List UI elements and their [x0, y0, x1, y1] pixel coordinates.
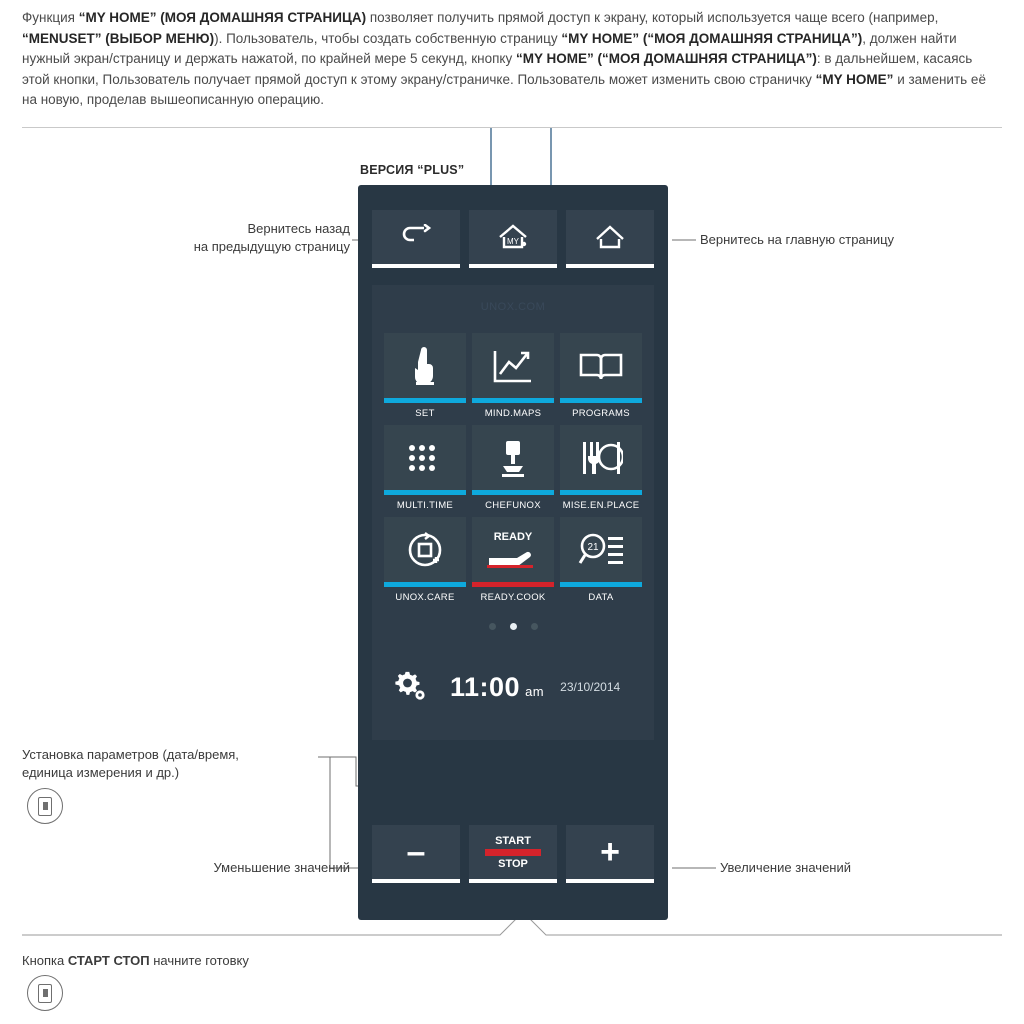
grid-item-unox-care[interactable]	[384, 517, 466, 603]
callout-home: Вернитесь на главную страницу	[700, 232, 895, 247]
callout-back-line1: Вернитесь назад	[247, 221, 350, 236]
clock-time: 11:00 am	[450, 671, 545, 702]
my-home-icon	[495, 222, 531, 252]
page-dots[interactable]	[372, 623, 654, 630]
home-icon	[592, 223, 628, 251]
callout-start-stop	[22, 952, 442, 970]
grid-item-mind-maps[interactable]	[472, 333, 554, 419]
grid-item-ready-cook[interactable]	[472, 517, 554, 603]
programs-label: PROGRAMS	[572, 408, 630, 419]
svg-text:21: 21	[587, 541, 599, 553]
data-search-icon	[577, 531, 625, 569]
back-button[interactable]	[372, 210, 460, 268]
increase-button[interactable]	[566, 825, 654, 883]
app-grid	[384, 333, 642, 603]
ready-cook-tile[interactable]	[472, 517, 554, 587]
data-tile[interactable]	[560, 517, 642, 587]
callout-start-stop-post: начните готовку	[149, 953, 249, 968]
unox-care-tile[interactable]	[384, 517, 466, 587]
manual-icon	[38, 984, 52, 1003]
set-label: SET	[415, 408, 435, 419]
my-home-button[interactable]	[469, 210, 557, 268]
callout-increase: Увеличение значений	[720, 860, 852, 875]
manual-icon	[38, 797, 52, 816]
callout-settings-line2: единица измерения и др.)	[22, 765, 180, 780]
svg-text:READY: READY	[493, 530, 533, 543]
note-icon-settings	[27, 788, 63, 824]
mind-maps-label: MIND.MAPS	[484, 408, 542, 419]
grid-item-chefunox[interactable]	[472, 425, 554, 511]
chef-probe-icon	[496, 438, 530, 478]
clock-date: 23/10/2014	[560, 680, 621, 694]
svg-text:MY: MY	[507, 237, 519, 246]
intro-paragraph	[22, 8, 1002, 111]
mise-en-place-tile[interactable]	[560, 425, 642, 495]
page-dot[interactable]	[531, 623, 538, 630]
data-label: DATA	[588, 592, 614, 603]
callout-decrease: Уменьшение значений	[213, 860, 350, 875]
dots-grid-icon	[403, 441, 447, 475]
cutlery-icon	[579, 439, 623, 477]
callout-back-line2: на предыдущую страницу	[193, 239, 350, 254]
intro-divider	[22, 127, 1002, 128]
book-icon	[577, 349, 625, 383]
clock-ampm: am	[525, 683, 545, 699]
set-tile[interactable]	[384, 333, 466, 403]
minus-label: –	[406, 833, 426, 871]
callout-settings-line1: Установка параметров (дата/время,	[22, 747, 239, 762]
gear-icon	[394, 669, 426, 701]
ready-hand-icon	[483, 528, 543, 572]
control-row	[372, 825, 654, 883]
mise-en-place-label: MISE.EN.PLACE	[562, 500, 640, 511]
unox-care-label: UNOX.CARE	[395, 592, 455, 603]
chefunox-label: CHEFUNOX	[485, 500, 541, 511]
start-stop-button[interactable]	[469, 825, 557, 883]
stop-label: STOP	[498, 857, 528, 870]
chefunox-tile[interactable]	[472, 425, 554, 495]
grid-item-data[interactable]	[560, 517, 642, 603]
nav-row	[372, 210, 654, 268]
ready-cook-label: READY.COOK	[480, 592, 546, 603]
note-icon-start-stop	[27, 975, 63, 1011]
programs-tile[interactable]	[560, 333, 642, 403]
grid-item-set[interactable]	[384, 333, 466, 419]
callout-start-stop-pre: Кнопка	[22, 953, 68, 968]
status-bar	[372, 657, 654, 717]
control-panel	[358, 185, 668, 920]
hand-touch-icon	[408, 346, 442, 386]
multi-time-label: MULTI.TIME	[396, 500, 454, 511]
grid-item-mise-en-place[interactable]	[560, 425, 642, 511]
screen	[372, 285, 654, 740]
intro-text: Функция “MY HOME” (МОЯ ДОМАШНЯЯ СТРАНИЦА) позволяет получить прямой доступ к экрану, который используется чаще всего (например, “MENUSET” (ВЫБОР МЕНЮ)). Пользователь, чтобы создать собственную страницу “MY HOME” (“МОЯ ДОМАШНЯЯ СТРАНИЦА”), должен найти нужный экран/страницу и держать нажатой, по крайней мере 5 секунд, кнопку “MY HOME” (“МОЯ ДОМАШНЯЯ СТРАНИЦА”): в дальнейшем, касаясь этой кнопки, Пользователь получает прямой доступ к этому экрану/страничке. Пользователь может изменить свою страничку “MY HOME” и заменить её на новую, проделав вышеописанную операцию.	[22, 10, 986, 107]
home-button[interactable]	[566, 210, 654, 268]
callout-start-stop-bold: СТАРТ СТОП	[67, 953, 150, 968]
decrease-button[interactable]	[372, 825, 460, 883]
mind-maps-tile[interactable]	[472, 333, 554, 403]
watermark: UNOX.COM	[480, 301, 546, 313]
callout-back	[120, 220, 350, 256]
chart-line-icon	[491, 347, 535, 385]
back-arrow-icon	[400, 224, 432, 250]
multi-time-tile[interactable]	[384, 425, 466, 495]
callout-settings	[22, 746, 322, 782]
start-label: START	[495, 834, 531, 847]
start-stop-indicator	[485, 849, 541, 856]
grid-item-programs[interactable]	[560, 333, 642, 419]
grid-item-multi-time[interactable]	[384, 425, 466, 511]
settings-button[interactable]	[394, 669, 426, 706]
page-dot-active[interactable]	[510, 623, 517, 630]
version-label: ВЕРСИЯ “PLUS”	[360, 163, 465, 177]
page-dot[interactable]	[489, 623, 496, 630]
plus-label: +	[600, 833, 620, 871]
care-cycle-icon	[405, 530, 445, 570]
